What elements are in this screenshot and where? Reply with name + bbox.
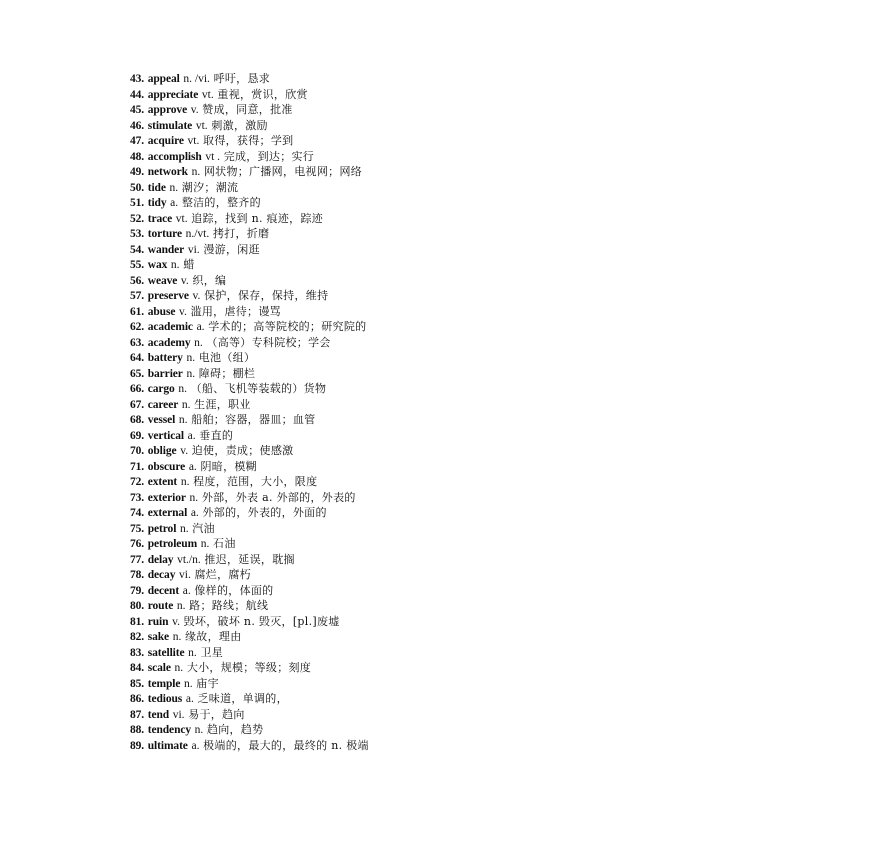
entry-number: 89. [130,739,145,752]
vocab-entry [130,397,369,413]
entry-word: tidy [147,197,167,209]
entry-definition: 追踪，找到 n. 痕迹，踪迹 [191,211,324,225]
entry-word: sake [147,631,170,643]
entry-number: 87. [130,708,145,721]
entry-definition: 蜡 [183,258,195,271]
entry-definition: （高等）专科院校；学会 [206,335,331,349]
entry-word: approve [147,104,188,116]
vocab-entry [130,288,369,304]
entry-part-of-speech: a. [185,693,194,705]
entry-number: 50. [130,181,145,194]
entry-word: decent [147,584,180,597]
entry-part-of-speech: n. [172,631,182,643]
entry-word: external [147,507,188,519]
vocab-entry [130,118,369,134]
entry-definition: 石油 [213,537,236,550]
entry-definition: 外部的，外表的，外面的 [202,506,327,519]
entry-part-of-speech: vi. [179,569,191,581]
entry-part-of-speech: vt. [195,119,208,132]
vocab-entry [130,691,369,707]
entry-definition: 织，编 [192,273,227,287]
entry-part-of-speech: n. [181,398,191,411]
entry-definition: 赞成，同意，批准 [202,103,293,116]
entry-definition: 易于，趋向 [188,707,245,721]
entry-word: tendency [147,724,192,736]
vocab-entry [130,195,369,211]
entry-word: barrier [147,367,183,380]
entry-word: vessel [147,414,176,426]
vocab-entry [130,350,369,366]
entry-number: 45. [130,104,145,116]
vocab-entry [130,180,369,196]
vocab-entry [130,257,369,273]
entry-part-of-speech: n. [200,538,210,550]
vocab-entry [130,614,369,630]
entry-part-of-speech: a. [196,321,205,333]
vocab-entry [130,273,369,289]
entry-number: 51. [130,197,145,209]
entry-part-of-speech: vt . [205,150,221,163]
entry-number: 66. [130,383,145,395]
vocab-entry [130,304,369,320]
entry-part-of-speech: n./vt. [185,228,210,240]
entry-word: abuse [147,305,176,318]
entry-part-of-speech: v. [179,305,187,318]
entry-number: 71. [130,460,145,473]
entry-definition: 漫游，闲逛 [203,242,260,256]
entry-part-of-speech: n. [189,491,199,504]
entry-part-of-speech: v. [172,615,180,628]
entry-definition: 拷打，折磨 [212,227,270,240]
entry-word: accomplish [147,150,202,163]
entry-number: 56. [130,274,145,287]
entry-number: 81. [130,615,145,628]
entry-number: 49. [130,166,145,178]
entry-part-of-speech: vt. [175,212,188,225]
entry-definition: 外部，外表 a. 外部的，外表的 [201,490,356,504]
entry-number: 55. [130,259,145,271]
entry-word: oblige [147,445,177,457]
entry-word: delay [147,553,174,566]
entry-definition: 刺激，激励 [211,118,268,132]
vocab-entry [130,490,369,506]
entry-number: 74. [130,507,145,519]
entry-part-of-speech: vt./n. [177,553,201,566]
entry-part-of-speech: n. [191,166,201,178]
entry-part-of-speech: n. [194,724,204,736]
entry-part-of-speech: v. [180,445,189,457]
entry-word: wax [147,259,168,271]
vocab-entry [130,381,369,397]
entry-part-of-speech: n. [184,677,193,690]
entry-word: wander [147,243,185,256]
entry-word: temple [147,677,181,690]
entry-definition: 乏味道，单调的， [197,692,288,705]
entry-definition: 趋向，趋势 [206,723,264,736]
entry-number: 77. [130,553,145,566]
entry-part-of-speech: v. [180,274,189,287]
entry-number: 48. [130,150,145,163]
entry-part-of-speech: v. [192,290,201,302]
entry-number: 44. [130,88,145,101]
entry-number: 78. [130,569,145,581]
entry-definition: 缘故，理由 [185,630,242,643]
entry-part-of-speech: v. [190,104,199,116]
entry-part-of-speech: a. [170,197,179,209]
entry-word: career [147,398,179,411]
entry-number: 65. [130,367,145,380]
vocab-entry [130,583,369,599]
entry-word: stimulate [147,119,193,132]
entry-part-of-speech: n. /vi. [183,73,210,85]
entry-definition: 推迟，延误，耽搁 [204,552,295,566]
entry-word: tedious [147,693,183,705]
vocab-entry [130,722,369,738]
entry-word: cargo [147,383,175,395]
vocab-entry [130,660,369,676]
entry-definition: 整洁的，整齐的 [181,196,261,209]
entry-definition: 极端的，最大的，最终的 n. 极端 [203,738,369,752]
entry-number: 64. [130,352,145,364]
vocab-entry [130,149,369,165]
vocab-entry [130,164,369,180]
entry-part-of-speech: n. [178,383,187,395]
entry-word: torture [147,228,182,240]
entry-number: 70. [130,445,145,457]
entry-number: 76. [130,538,145,550]
vocab-entry [130,536,369,552]
entry-word: tend [147,708,170,721]
entry-number: 63. [130,336,145,349]
entry-word: battery [147,352,183,364]
entry-word: appeal [147,73,180,85]
entry-definition: 保护，保存，保持，维持 [204,289,329,302]
entry-number: 67. [130,398,145,411]
entry-definition: 腐烂，腐朽 [194,568,251,581]
entry-definition: 像样的，体面的 [194,583,274,597]
vocabulary-list [130,71,369,753]
entry-word: satellite [147,646,185,659]
entry-number: 47. [130,135,145,147]
entry-word: preserve [147,290,189,302]
vocab-entry [130,335,369,351]
entry-part-of-speech: n. [188,646,197,659]
entry-word: acquire [147,135,184,147]
entry-part-of-speech: n. [186,352,196,364]
entry-definition: 重视，赏识，欣赏 [217,87,308,101]
vocab-entry [130,226,369,242]
entry-word: vertical [147,429,184,442]
entry-word: appreciate [147,88,199,101]
entry-word: tide [147,181,166,194]
entry-definition: 毁坏，破坏 n. 毁灭，[pl.]废墟 [183,614,340,628]
entry-word: ultimate [147,739,188,752]
entry-number: 62. [130,321,145,333]
entry-number: 68. [130,414,145,426]
entry-definition: 船舶；容器，器皿；血管 [191,413,316,426]
entry-word: petrol [147,522,177,535]
entry-part-of-speech: n. [176,600,186,612]
entry-part-of-speech: a. [187,429,196,442]
entry-part-of-speech: vt. [187,135,200,147]
entry-part-of-speech: n. [180,476,190,488]
entry-word: trace [147,212,173,225]
entry-word: petroleum [147,538,198,550]
entry-part-of-speech: a. [188,460,197,473]
entry-number: 75. [130,522,145,535]
entry-part-of-speech: a. [190,507,199,519]
entry-definition: 阴暗，模糊 [200,459,257,473]
entry-part-of-speech: n. [178,414,188,426]
vocab-entry [130,366,369,382]
entry-definition: 障碍；棚栏 [198,366,256,380]
entry-word: ruin [147,615,169,628]
vocab-entry [130,133,369,149]
entry-part-of-speech: n. [194,336,203,349]
vocab-entry [130,521,369,537]
entry-number: 53. [130,228,145,240]
entry-definition: 迫使，责成；使感激 [191,444,294,457]
vocab-entry [130,71,369,87]
vocab-entry [130,645,369,661]
entry-definition: 呼吁，恳求 [213,72,271,85]
entry-definition: 程度，范围，大小，限度 [193,475,318,488]
entry-part-of-speech: a. [191,739,200,752]
entry-definition: 生涯，职业 [194,397,251,411]
vocab-entry [130,598,369,614]
vocab-entry [130,505,369,521]
vocab-entry [130,211,369,227]
entry-word: decay [147,569,176,581]
entry-number: 72. [130,476,145,488]
vocab-entry [130,242,369,258]
entry-word: academic [147,321,193,333]
vocab-entry [130,474,369,490]
vocab-entry [130,707,369,723]
vocab-entry [130,319,369,335]
entry-part-of-speech: n. [169,181,179,194]
entry-part-of-speech: n. [186,367,196,380]
vocab-entry [130,102,369,118]
entry-number: 83. [130,646,145,659]
entry-part-of-speech: n. [174,662,184,674]
entry-word: obscure [147,460,186,473]
entry-word: weave [147,274,178,287]
entry-part-of-speech: vi. [172,708,185,721]
entry-definition: 电池（组） [198,351,256,364]
entry-definition: 滥用，虐待；谩骂 [190,304,281,318]
entry-number: 88. [130,724,145,736]
entry-number: 84. [130,662,145,674]
entry-word: route [147,600,174,612]
entry-word: extent [147,476,178,488]
vocab-entry [130,738,369,754]
entry-part-of-speech: a. [182,584,191,597]
entry-number: 79. [130,584,145,597]
vocab-entry [130,552,369,568]
entry-part-of-speech: n. [179,522,189,535]
vocab-entry [130,428,369,444]
entry-word: exterior [147,491,186,504]
entry-word: academy [147,336,191,349]
entry-definition: 学术的；高等院校的；研究院的 [208,320,367,333]
entry-definition: 路；路线；航线 [189,599,269,612]
entry-definition: 网状物；广播网，电视网；网络 [203,165,363,178]
entry-definition: 汽油 [192,521,215,535]
vocab-entry [130,87,369,103]
entry-number: 85. [130,677,145,690]
entry-number: 54. [130,243,145,256]
entry-definition: 卫星 [200,645,224,659]
entry-part-of-speech: vt. [201,88,214,101]
entry-part-of-speech: n. [170,259,180,271]
entry-word: network [147,166,188,178]
entry-number: 86. [130,693,145,705]
entry-number: 61. [130,305,145,318]
entry-number: 43. [130,73,145,85]
entry-number: 69. [130,429,145,442]
vocab-entry [130,412,369,428]
vocab-entry [130,443,369,459]
entry-number: 82. [130,631,145,643]
entry-number: 73. [130,491,145,504]
entry-definition: 取得，获得；学到 [203,134,294,147]
entry-number: 52. [130,212,145,225]
vocab-entry [130,459,369,475]
vocab-entry [130,567,369,583]
entry-definition: 垂直的 [199,428,234,442]
entry-definition: 潮汐；潮流 [181,180,239,194]
entry-definition: 完成，到达；实行 [223,149,315,163]
entry-number: 57. [130,290,145,302]
entry-definition: 大小，规模；等级；刻度 [186,661,312,674]
entry-number: 46. [130,119,145,132]
entry-definition: （船、飞机等装载的）货物 [190,382,327,395]
entry-number: 80. [130,600,145,612]
entry-definition: 庙宇 [196,676,219,690]
vocab-entry [130,676,369,692]
entry-word: scale [147,662,171,674]
entry-part-of-speech: vi. [187,243,200,256]
vocab-entry [130,629,369,645]
